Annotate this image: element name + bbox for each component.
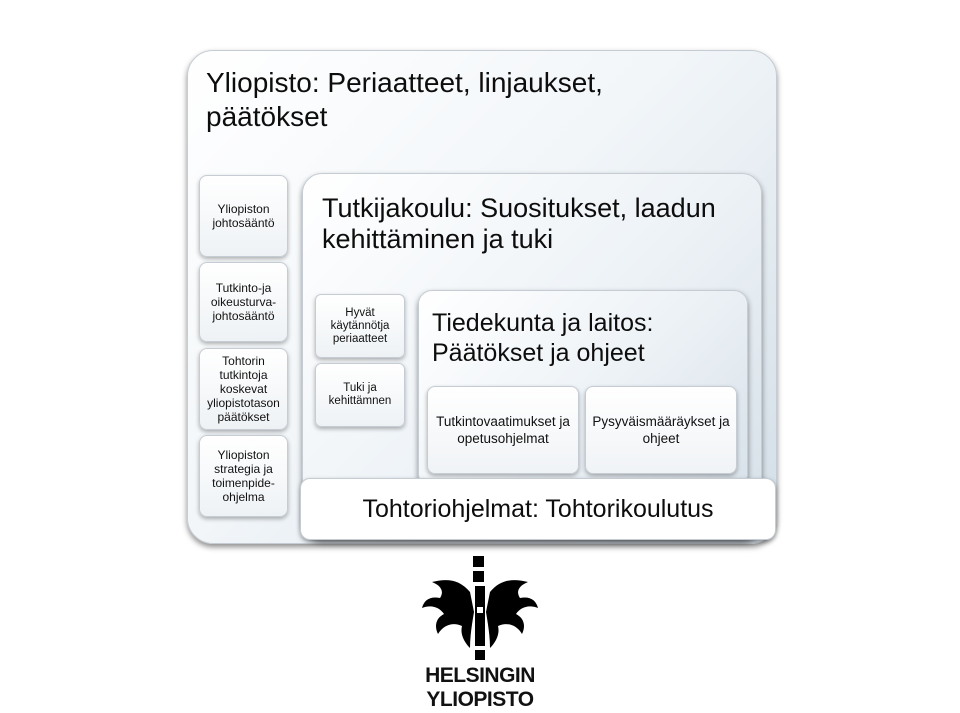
doctoral-school-item-practices: Hyvät käytännötja periaatteet (315, 294, 405, 358)
flame-torch-icon (420, 552, 540, 662)
university-item-tutkinto-johtosaanto: Tutkinto-ja oikeusturva-johtosääntö (199, 262, 288, 342)
university-logo-text: HELSINGIN YLIOPISTO (425, 664, 535, 711)
doctoral-programmes-bar: Tohtoriohjelmat: Tohtorikoulutus (300, 478, 776, 540)
faculty-level-title: Tiedekunta ja laitos: Päätökset ja ohjeet (432, 309, 654, 367)
faculty-item-degree-requirements: Tutkintovaatimukset ja opetusohjelmat (427, 386, 579, 474)
university-item-tohtorin-paatokset: Tohtorin tutkintoja koskevat yliopistotason päätökset (199, 348, 288, 430)
doctoral-school-title: Tutkijakoulu: Suositukset, laadun kehittäminen ja tuki (322, 193, 716, 254)
doctoral-school-item-support: Tuki ja kehittämnen (315, 363, 405, 427)
university-item-strategia: Yliopiston strategia ja toimenpide-ohjelma (199, 435, 288, 517)
university-item-johtosaanto: Yliopiston johtosääntö (199, 175, 288, 257)
university-level-title: Yliopisto: Periaatteet, linjaukset, päätökset (206, 67, 603, 132)
faculty-item-standing-orders: Pysyväismääräykset ja ohjeet (585, 386, 737, 474)
